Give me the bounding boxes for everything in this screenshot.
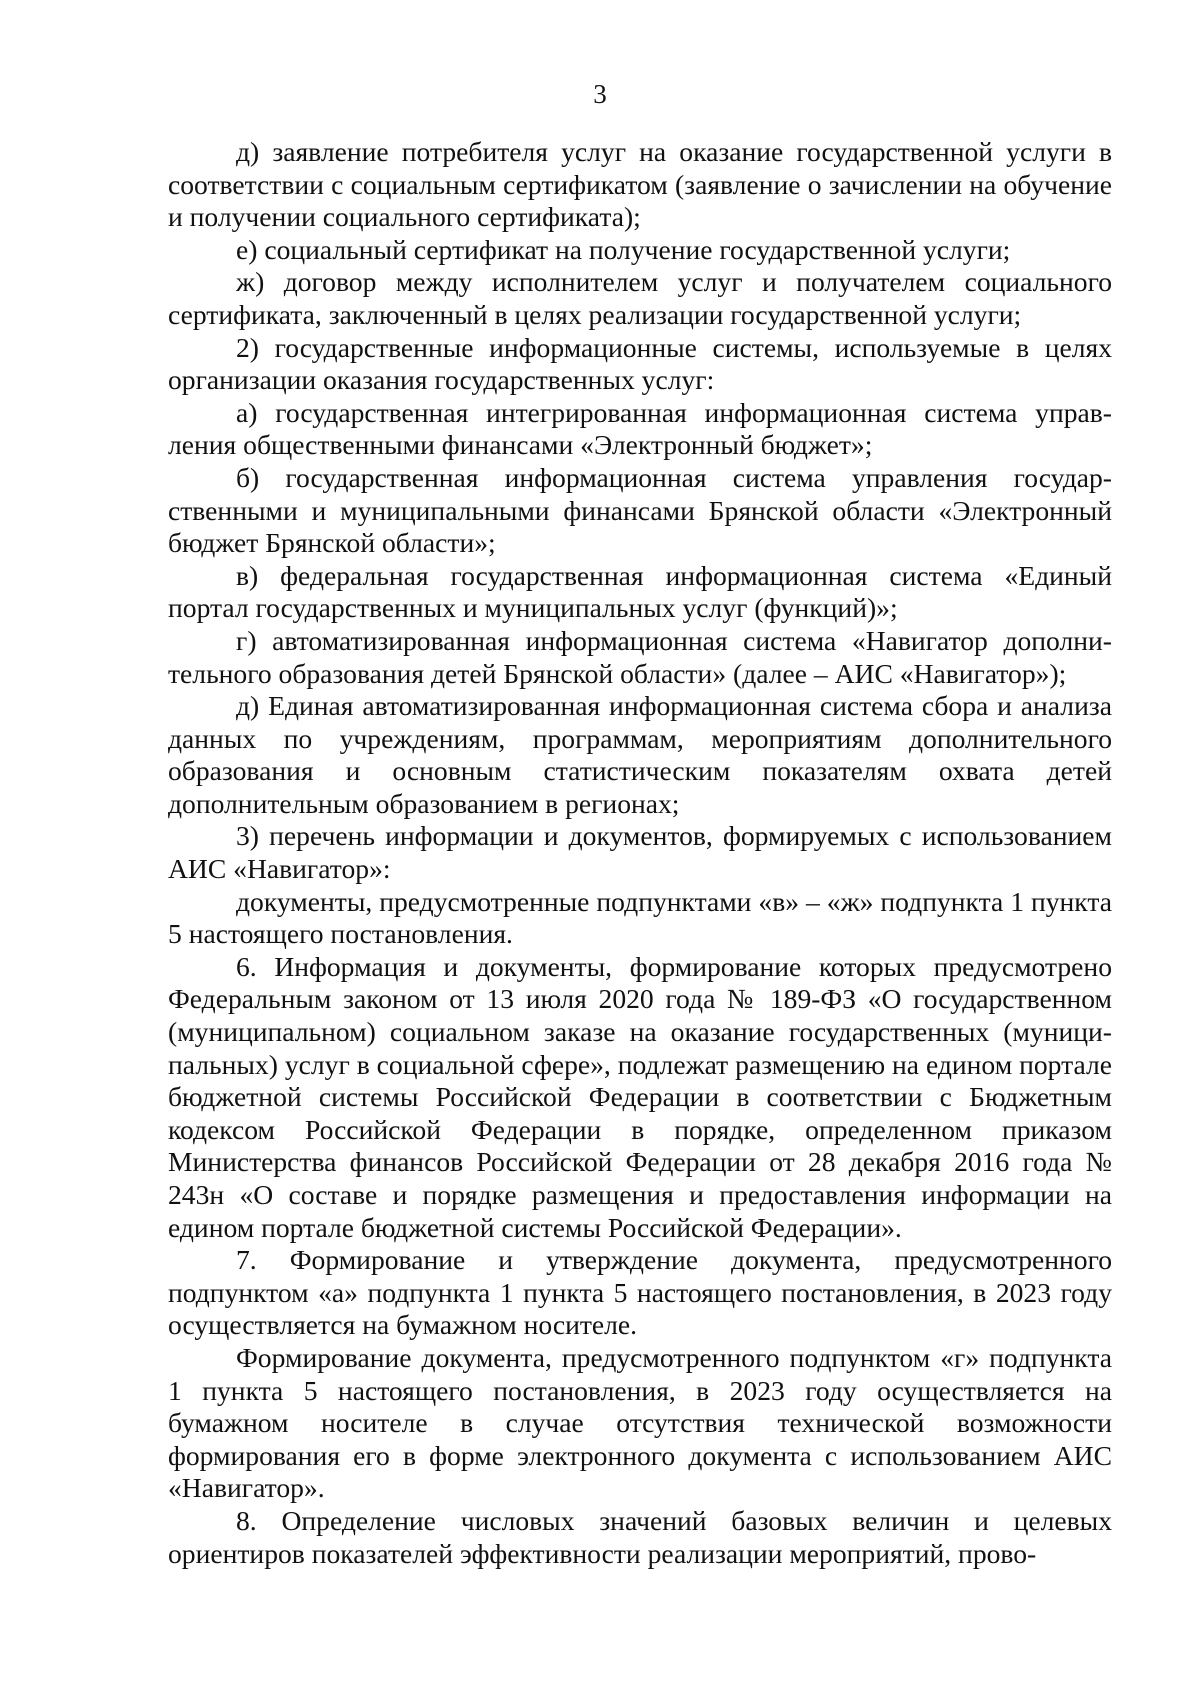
- paragraph-formation-document-g: Формирование документа, предусмотренного подпунктом «г» подпункта 1 пункта 5 настоящего постановления, в 2023 году осуществляется на бумажном носителе в случае отсутствия технической возможности формирования его в форме электронного документа с использованием АИС «Навигатор».: [168, 1341, 1112, 1504]
- paragraph-2-info-systems: 2) государственные информационные системы, используемые в целях организации оказания государственных услуг:: [168, 331, 1112, 396]
- paragraph-documents-provided: документы, предусмотренные подпунктами «в» – «ж» подпункта 1 пункта 5 настоящего постановления.: [168, 885, 1112, 950]
- paragraph-3-documents-list: 3) перечень информации и документов, формируемых с использованием АИС «Навигатор»:: [168, 820, 1112, 885]
- paragraph-e-certificate: е) социальный сертификат на получение государственной услуги;: [236, 233, 1011, 265]
- paragraph-zh-contract: ж) договор между исполнителем услуг и получателем социального сертификата, заключенный в целях реализации государственной услуги;: [168, 266, 1112, 330]
- paragraph-8-numeric-values: 8. Определение числовых значений базовых величин и целевых ориентиров показателей эффективности реализации мероприятий, прово-: [168, 1504, 1112, 1569]
- paragraph-v-gosuslugi-portal: в) федеральная государственная информационная система «Единый портал государственных и муниципальных услуг (функций)»;: [168, 559, 1112, 624]
- document-body: [168, 136, 1112, 1570]
- paragraph-6-information-placement: 6. Информация и документы, формирование которых предусмотрено Федеральным законом от 13 июля 2020 года № 189-ФЗ «О государственном (муниципальном) социальном заказе на оказание государственных (муниципальных) услуг в социальной сфере», подлежат размещению на едином портале бюджетной системы Российской Федерации в соответствии с Бюджетным кодексом Российской Федерации в порядке, определенном приказом Министерства финансов Российской Федерации от 28 декабря 2016 года № 243н «О составе и порядке размещения и предоставления информации на едином портале бюджетной системы Российской Федерации».: [168, 950, 1112, 1243]
- paragraph-7-paper-form: 7. Формирование и утверждение документа, предусмотренного подпунктом «а» подпункта 1 пункта 5 настоящего постановления, в 2023 году осуществляется на бумажном носителе.: [168, 1244, 1112, 1341]
- page-number: 3: [593, 79, 607, 109]
- paragraph-a-electronic-budget: а) государственная интегрированная информационная система управления общественными финансами «Электронный бюджет»;: [168, 396, 1112, 461]
- paragraph-d-unified-system: д) Единая автоматизированная информационная система сбора и анализа данных по учреждениям, программам, мероприятиям дополнительного образования и основным статистическим показателям охвата детей дополнительным образованием в регионах;: [168, 690, 1112, 819]
- paragraph-g-navigator: г) автоматизированная информационная система «Навигатор дополнительного образования детей Брянской области» (далее – АИС «Навигатор»);: [168, 624, 1112, 689]
- paragraph-b-bryansk-budget: б) государственная информационная система управления государственными и муниципальными финансами Брянской области «Электронный бюджет Брянской области»;: [168, 461, 1112, 559]
- paragraph-d-statement: д) заявление потребителя услуг на оказание государственной услуги в соответствии с социальным сертификатом (заявление о зачислении на обучение и получении социального сертификата);: [168, 136, 1112, 233]
